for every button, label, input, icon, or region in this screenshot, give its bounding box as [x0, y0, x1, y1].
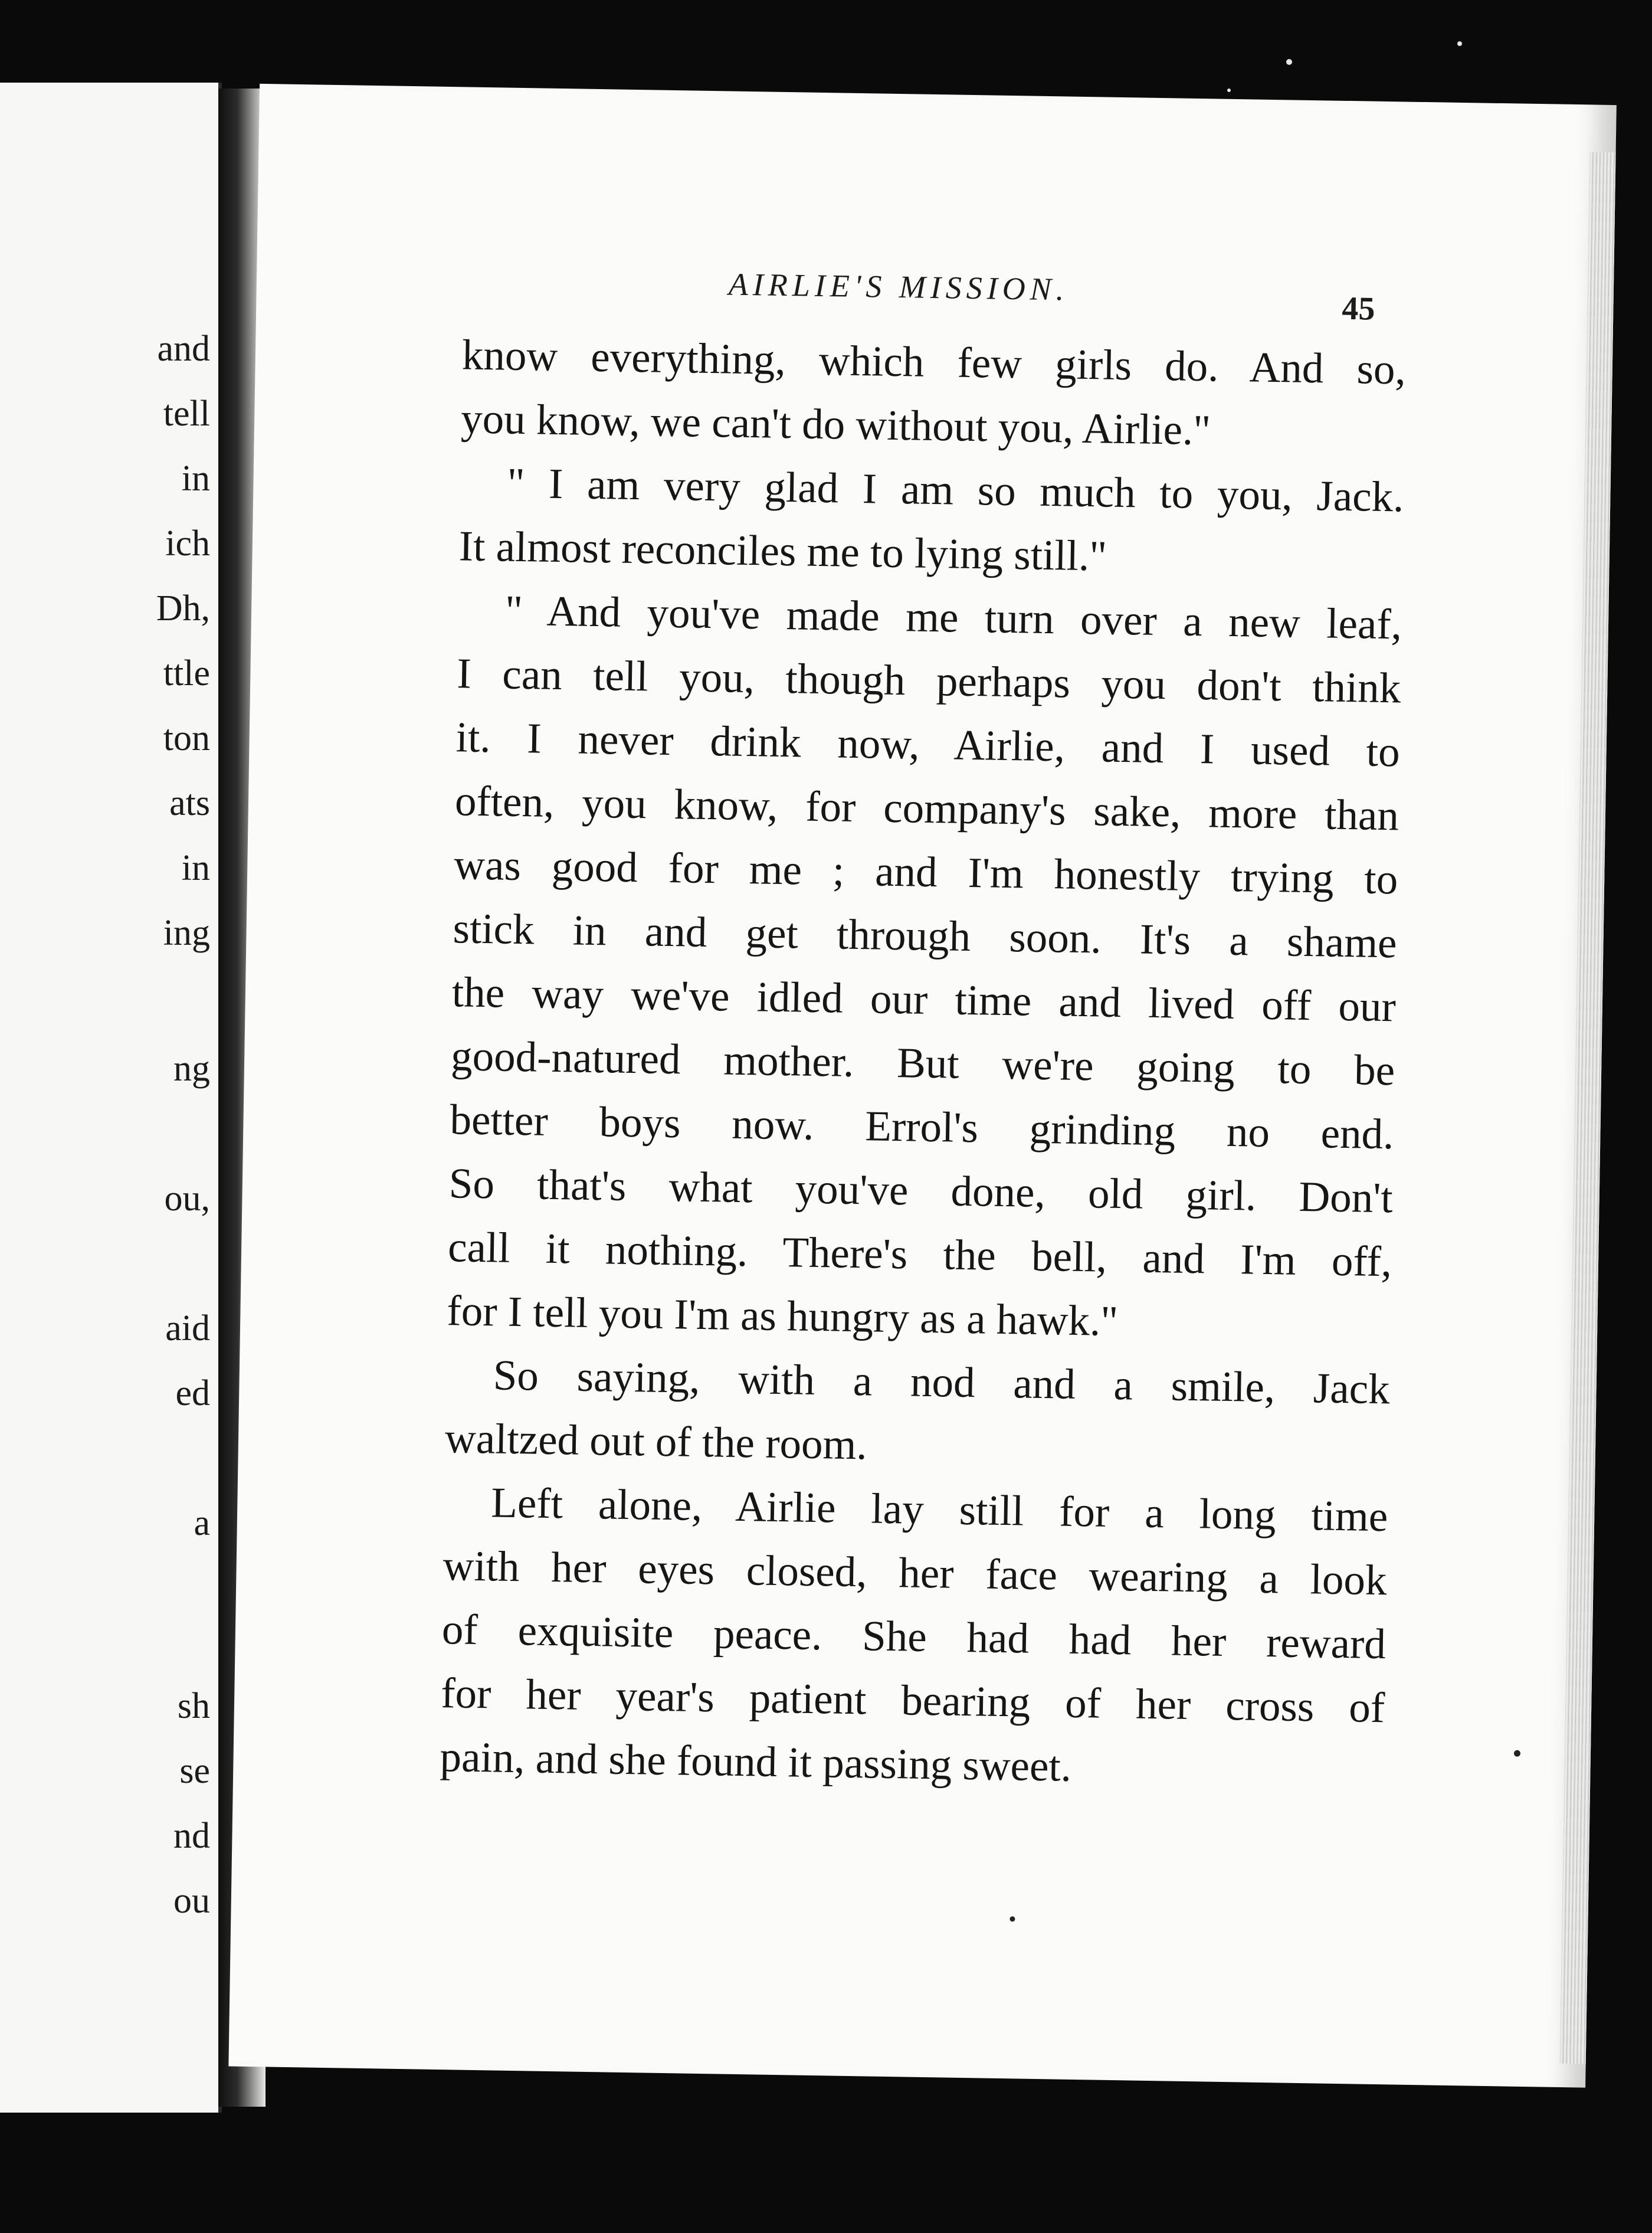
text-line: Left alone, Airlie lay still for a long time	[490, 1478, 1388, 1541]
left-page-fragment: ton	[163, 718, 210, 758]
scan-speck	[1286, 59, 1292, 65]
text-line: So saying, with a nod and a smile, Jack	[493, 1351, 1391, 1413]
left-page-fragment: se	[179, 1751, 210, 1791]
left-page-fragment: ats	[169, 783, 210, 823]
left-page-fragment: ng	[173, 1049, 210, 1089]
text-line: it. I never drink now, Airlie, and I used to	[455, 713, 1401, 776]
left-page-fragment: sh	[177, 1686, 210, 1726]
body-text	[440, 323, 1407, 1803]
left-page-fragment: tell	[163, 394, 210, 434]
left-page-fragment: ttle	[163, 653, 210, 693]
text-line: pain, and she found it passing sweet.	[440, 1733, 1072, 1790]
left-page-fragment: a	[194, 1503, 210, 1543]
left-page-fragment: ich	[165, 523, 210, 564]
scan-speck	[1227, 89, 1231, 92]
text-line: you know, we can't do without you, Airlie."	[460, 394, 1211, 454]
left-page-fragment: in	[181, 459, 210, 499]
left-page-fragment: nd	[173, 1816, 210, 1856]
text-line: waltzed out of the room.	[444, 1414, 868, 1469]
text-line: often, you know, for company's sake, more than	[454, 777, 1399, 840]
text-line: better boys now. Errol's grinding no end.	[449, 1095, 1395, 1158]
left-page-fragment: in	[181, 848, 210, 888]
page-number: 45	[1341, 290, 1375, 328]
text-line: call it nothing. There's the bell, and I'm off,	[447, 1223, 1392, 1286]
text-line: So that's what you've done, old girl. Don't	[448, 1159, 1394, 1222]
left-page-fragment: and	[157, 329, 210, 369]
text-line: of exquisite peace. She had had her reward	[441, 1605, 1386, 1668]
text-line: for her year's patient bearing of her cross of	[440, 1669, 1385, 1732]
left-page-fragment: Dh,	[156, 588, 210, 628]
text-line: for I tell you I'm as hungry as a hawk."	[446, 1286, 1119, 1345]
left-page-fragment: ing	[163, 913, 210, 953]
text-line: I can tell you, though perhaps you don't think	[456, 649, 1401, 712]
left-page-fragment: ou	[173, 1881, 210, 1921]
running-head: AIRLIE'S MISSION.	[728, 266, 1069, 307]
text-line: was good for me ; and I'm honestly trying to	[453, 840, 1398, 903]
left-page-fragment: ed	[175, 1373, 210, 1413]
left-page	[0, 83, 222, 2113]
left-page-fragment: aid	[165, 1308, 210, 1348]
page-edges	[1560, 152, 1616, 2064]
left-page-fragment: ou,	[164, 1178, 210, 1219]
scan-speck	[1457, 41, 1462, 46]
text-line: with her eyes closed, her face wearing a look	[442, 1541, 1388, 1605]
text-line: stick in and get through soon. It's a shame	[453, 904, 1398, 967]
ink-speck	[1514, 1750, 1520, 1757]
book-page	[228, 84, 1616, 2088]
text-line: the way we've idled our time and lived off our	[451, 968, 1397, 1031]
text-line: know everything, which few girls do. And so,	[461, 330, 1407, 394]
text-line: " I am very glad I am so much to you, Jack.	[506, 459, 1405, 521]
ink-speck	[1009, 1916, 1015, 1921]
text-line: good-natured mother. But we're going to be	[450, 1032, 1395, 1095]
text-line: It almost reconciles me to lying still."	[458, 522, 1107, 580]
text-line: " And you've made me turn over a new leaf,	[504, 586, 1402, 649]
